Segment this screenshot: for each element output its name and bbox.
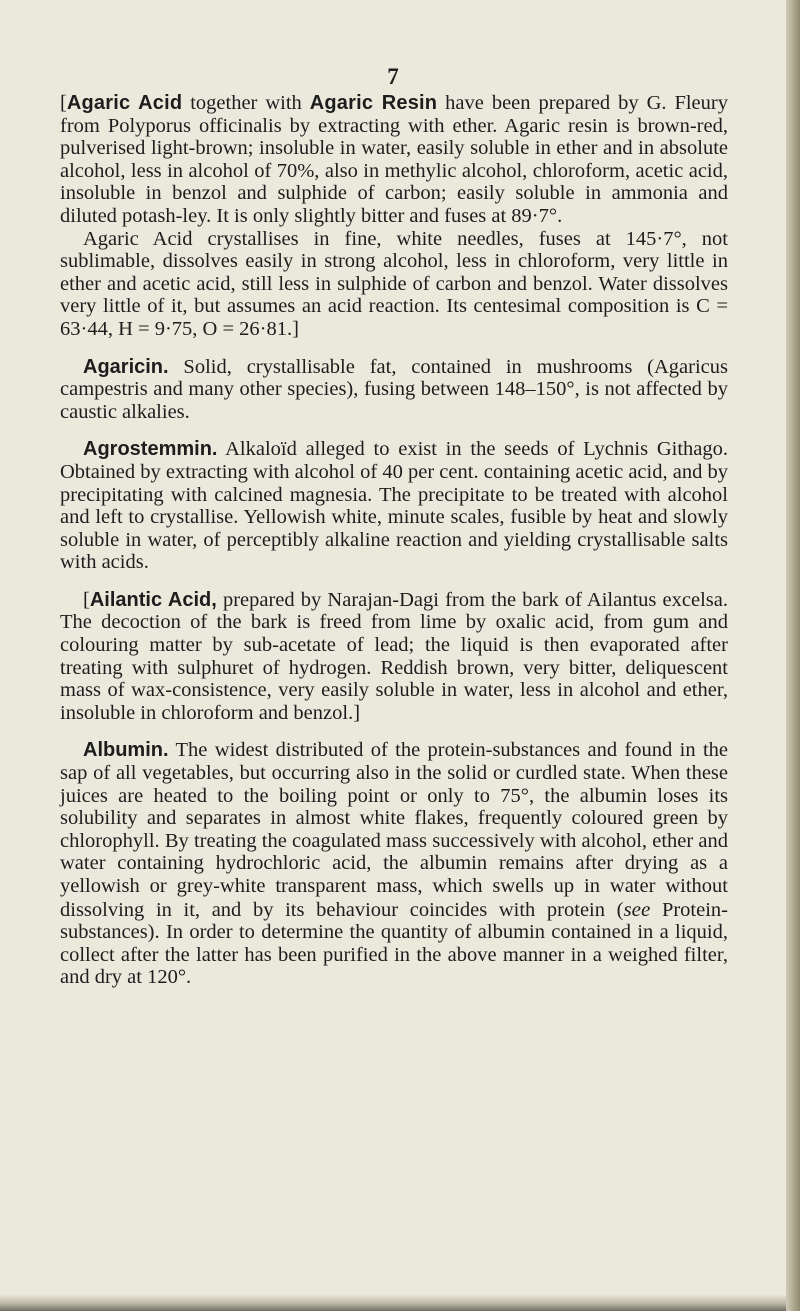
entry-text: together with: [182, 92, 310, 114]
bracket-open: [: [60, 92, 67, 114]
entry-heading: Albumin.: [83, 739, 169, 762]
entry-albumin: [60, 739, 728, 989]
page-body: [60, 92, 728, 989]
entry-agaricin: [60, 356, 728, 424]
entry-ailantic-acid: [60, 589, 728, 725]
entry-heading: Agrostemmin.: [83, 438, 218, 461]
see-reference: see: [623, 896, 651, 921]
entry-heading: Agaric Acid: [66, 92, 183, 114]
bracket-open: [: [83, 588, 90, 611]
entry-subheading: Agaric Resin: [309, 92, 438, 114]
page-number: 7: [387, 64, 399, 89]
entry-text: Protein-substances). In order to determine the quantity of albumin contained in a liquid, collect after the latter has been purified in the above manner in a weighed filter, and dry at 120°.: [60, 898, 728, 989]
entry-text: have been prepared by G. Fleury from Polyporus officinalis by extracting with ether. Agaric resin is brown-red, pulverised light-brown; insoluble in water, easily soluble in ether and in absolute alcohol, less in alcohol of 70%, also in methylic alcohol, chloroform, acetic acid, insoluble in benzol and sulphide of carbon; easily soluble in ammonia and diluted potash-ley. It is only slightly bitter and fuses at 89·7°.: [60, 92, 728, 227]
entry-agaric-acid: [60, 92, 728, 228]
entry-text: The widest distributed of the protein-substances and found in the sap of all vegetables, but occurring also in the solid or curdled state. When these juices are heated to the boiling point or only to 75°, the albumin loses its solubility and separates in almost white flakes, frequently coloured green by chlorophyll. By treating the coagulated mass successively with alcohol, ether and water containing hydrochloric acid, the albumin remains after drying as a yellowish or grey-white transparent mass, which swells up in water without dissolving in it, and by its behaviour coincides with protein (: [60, 739, 728, 921]
entry-text: Alkaloïd alleged to exist in the seeds of Lychnis Githago. Obtained by extracting with alcohol of 40 per cent. containing acetic acid, and by precipitating with calcined magnesia. The precipitate to be treated with alcohol and left to crystallise. Yellowish white, minute scales, fusible by heat and slowly soluble in water, of perceptibly alkaline reaction and yielding crystallisable salts with acids.: [60, 438, 728, 574]
entry-heading: Agaricin.: [83, 355, 169, 378]
entry-agrostemmin: [60, 438, 728, 574]
entry-text: Solid, crystallisable fat, contained in mushrooms (Agaricus campestris and many other species), fusing between 148–150°, is not affected by caustic alkalies.: [60, 355, 728, 423]
entry-text: prepared by Narajan-Dagi from the bark of Ailantus excelsa. The decoction of the bark is freed from lime by oxalic acid, from gum and colouring matter by sub-acetate of lead; the liquid is then evaporated after treating with sulphuret of hydrogen. Reddish brown, very bitter, deliquescent mass of wax-consistence, very easily soluble in water, less in alcohol and ether, insoluble in chloroform and benzol.]: [60, 588, 728, 724]
entry-agaric-acid-paragraph-2: Agaric Acid crystallises in fine, white needles, fuses at 145·7°, not sublimable, dissolves easily in strong alcohol, less in chloroform, very little in ether and acetic acid, still less in sulphide of carbon and benzol. Water dissolves very little of it, but assumes an acid reaction. Its centesimal composition is C = 63·44, H = 9·75, O = 26·81.]: [60, 227, 728, 340]
entry-heading: Ailantic Acid,: [89, 588, 217, 611]
page-bottom-shadow: [0, 1294, 786, 1311]
book-spine-edge: [786, 0, 800, 1311]
